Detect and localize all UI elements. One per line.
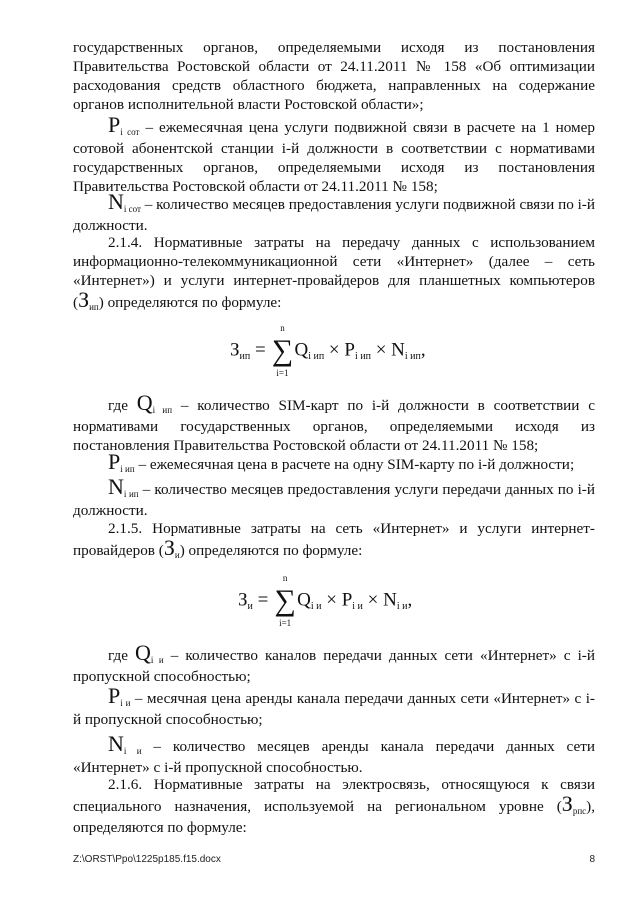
formula-lhs: З xyxy=(230,339,240,361)
symbol-subscript: i и xyxy=(120,698,131,708)
symbol: P xyxy=(108,683,121,708)
symbol: N xyxy=(108,731,124,756)
formula-p-sub: i ип xyxy=(354,351,371,363)
formula-p: P xyxy=(344,339,355,361)
formula-zip xyxy=(230,323,426,378)
formula-n: N xyxy=(391,339,405,361)
definition-n-ip xyxy=(73,474,595,520)
definition-p-i xyxy=(73,683,595,729)
formula-lhs-sub: и xyxy=(247,601,253,613)
definition-text: – количество месяцев аренды канала передачи данных сети «Интернет» с i-й пропускной способностью. xyxy=(73,738,595,776)
symbol-subscript: i ип xyxy=(123,489,139,499)
symbol-subscript: i сот xyxy=(123,204,141,214)
formula-n-sub: i и xyxy=(396,601,408,613)
definition-p-ip xyxy=(73,449,595,476)
page-number: 8 xyxy=(589,854,595,865)
definition-q-ip xyxy=(73,390,595,455)
definition-text: – ежемесячная цена в расчете на одну SIM-карту по i-й должности; xyxy=(134,456,575,473)
symbol: N xyxy=(108,474,124,499)
formula-end: , xyxy=(420,339,426,361)
section-text: ) определяются по формуле: xyxy=(98,294,282,311)
sum-upper-limit: n xyxy=(282,573,288,583)
symbol-subscript: и xyxy=(174,550,180,560)
section-2-1-6 xyxy=(73,775,595,837)
symbol-subscript: i ип xyxy=(120,464,135,474)
symbol: З xyxy=(561,791,573,816)
formula-zi xyxy=(238,573,413,628)
section-text: ) определяются по формуле: xyxy=(179,542,363,559)
section-text: ), определяются по формуле: xyxy=(73,798,595,836)
sum-lower-limit: i=1 xyxy=(276,368,289,378)
formula-times: × xyxy=(326,589,337,611)
formula-lhs-sub: ип xyxy=(239,351,251,363)
section-text: 2.1.4. Нормативные затраты на передачу данных с использованием информационно-телекоммуникационной сети «Интернет» (далее – сеть «Интернет») и услуги интернет-провайдеров для планшетных компьютеров ( xyxy=(73,234,595,311)
symbol-subscript: ип xyxy=(89,302,99,312)
definition-p-sot xyxy=(73,112,596,196)
definition-n-i xyxy=(73,731,595,777)
definition-text: – ежемесячная цена услуги подвижной связи в расчете на 1 номер сотовой абонентской станции i-й должности в соответствии с нормативами государственных органов, определяемыми исходя из постановления Правительства Ростовской области от 24.11.2011 № 158; xyxy=(73,119,596,195)
symbol-subscript: i ип xyxy=(152,405,173,415)
formula-end: , xyxy=(407,589,413,611)
symbol: З xyxy=(163,535,175,560)
definition-n-sot xyxy=(73,189,595,235)
symbol: N xyxy=(108,189,124,214)
definition-text: – количество месяцев предоставления услуги передачи данных по i-й должности. xyxy=(73,481,595,519)
definition-text: – количество месяцев предоставления услуги подвижной связи по i-й должности. xyxy=(73,196,595,234)
definition-text: – месячная цена аренды канала передачи данных сети «Интернет» с i-й пропускной способностью; xyxy=(73,690,595,728)
formula-q-sub: i ип xyxy=(308,351,325,363)
formula-p: P xyxy=(341,589,353,611)
formula-lhs: З xyxy=(238,589,248,611)
formula-q: Q xyxy=(297,589,311,611)
symbol-subscript: i и xyxy=(123,746,142,756)
symbol: P xyxy=(108,112,121,137)
symbol: Q xyxy=(135,640,151,665)
formula-equals: = xyxy=(257,589,269,611)
formula-p-sub: i и xyxy=(352,601,363,613)
section-2-1-4 xyxy=(73,233,595,314)
symbol: P xyxy=(108,449,121,474)
symbol-subscript: рпс xyxy=(572,806,587,816)
definition-text: – количество SIM-карт по i-й должности в соответствии с нормативами государственных органов, определяемыми исходя из постановления Правительства Ростовской области от 24.11.2011 № 158; xyxy=(73,397,595,454)
sum-upper-limit: n xyxy=(280,323,285,333)
page-footer xyxy=(73,854,595,865)
formula-times: × xyxy=(375,339,387,361)
formula-n: N xyxy=(383,589,397,611)
definition-text: – количество каналов передачи данных сети «Интернет» с i-й пропускной способностью; xyxy=(73,647,595,685)
formula-times: × xyxy=(328,339,340,361)
where-word: где xyxy=(108,397,137,414)
section-text: 2.1.5. Нормативные затраты на сеть «Интернет» и услуги интернет-провайдеров ( xyxy=(73,520,595,559)
file-path: Z:\ORST\Ppo\1225p185.f15.docx xyxy=(73,854,221,865)
formula-q: Q xyxy=(294,339,309,361)
formula-n-sub: i ип xyxy=(404,351,421,363)
formula-equals: = xyxy=(254,339,266,361)
symbol-subscript: i и xyxy=(150,655,164,665)
formula-times: × xyxy=(367,589,379,611)
formula-q-sub: i и xyxy=(310,601,322,613)
symbol: Q xyxy=(136,390,153,415)
definition-q-i xyxy=(73,640,595,686)
paragraph-continuation: государственных органов, определяемыми исходя из постановления Правительства Ростовской области от 24.11.2011 № 158 «Об оптимизации расходования средств областного бюджета, направленных на содержание органов исполнительной власти Ростовской области»; xyxy=(73,39,595,113)
sum-sign: ∑ n i=1 xyxy=(271,323,294,378)
sum-sign: ∑ n i=1 xyxy=(274,573,296,628)
symbol-subscript: i сот xyxy=(120,127,140,137)
section-2-1-5 xyxy=(73,519,595,562)
sum-lower-limit: i=1 xyxy=(279,618,292,628)
where-word: где xyxy=(108,647,135,664)
section-text: 2.1.6. Нормативные затраты на электросвязь, относящуюся к связи специального назначения, используемой на региональном уровне ( xyxy=(73,776,595,815)
symbol: З xyxy=(78,287,90,312)
